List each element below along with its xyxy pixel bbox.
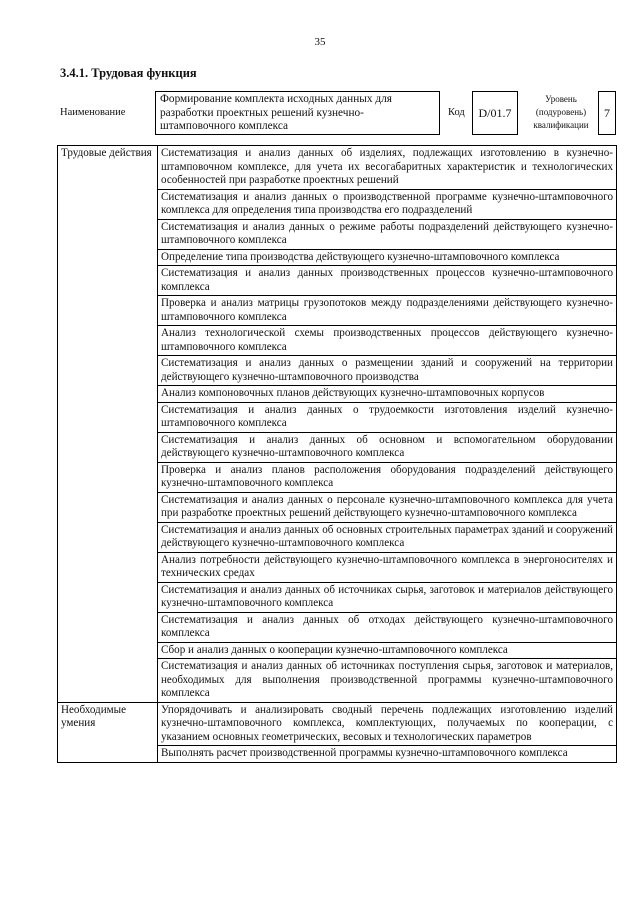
table-cell: Проверка и анализ матрицы грузопотоков между подразделениями действующего кузнечно-штамповочного комплекса [158, 296, 617, 326]
table-cell: Анализ потребности действующего кузнечно-штамповочного комплекса в энергоносителях и технических средах [158, 552, 617, 582]
table-cell: Систематизация и анализ данных о производственной программе кузнечно-штамповочного комплекса для определения типа производства его подразделений [158, 189, 617, 219]
table-cell: Систематизация и анализ данных об основных строительных параметрах зданий и сооружений действующего кузнечно-штамповочного комплекса [158, 522, 617, 552]
table-cell: Систематизация и анализ данных об источниках поступления сырья, заготовок и материалов, необходимых для выполнения производственной программы кузнечно-штамповочного комплекса [158, 659, 617, 703]
table-cell: Сбор и анализ данных о кооперации кузнечно-штамповочного комплекса [158, 642, 617, 659]
name-label: Наименование [60, 107, 126, 118]
requirements-table [57, 145, 617, 763]
table-row [58, 702, 617, 746]
table-cell: Систематизация и анализ данных об изделиях, подлежащих изготовлению в кузнечно-штамповочном комплексе, для учета их весогабаритных характеристик и технологических особенностей при разработке проектных решений [158, 146, 617, 190]
table-cell: Определение типа производства действующего кузнечно-штамповочного комплекса [158, 249, 617, 266]
function-code: D/01.7 [472, 91, 518, 135]
section-title: 3.4.1. Трудовая функция [60, 66, 197, 80]
table-cell: Систематизация и анализ данных об источниках сырья, заготовок и материалов действующего кузнечно-штамповочного комплекса [158, 582, 617, 612]
table-cell: Проверка и анализ планов расположения оборудования подразделений действующего кузнечно-штамповочного комплекса [158, 462, 617, 492]
function-name: Формирование комплекта исходных данных для разработки проектных решений кузнечно-штамповочного комплекса [155, 91, 440, 135]
section-label: Трудовые действия [58, 146, 158, 703]
table-cell: Систематизация и анализ данных о режиме работы подразделений действующего кузнечно-штамповочного комплекса [158, 219, 617, 249]
table-cell: Систематизация и анализ данных о трудоемкости изготовления изделий кузнечно-штамповочного комплекса [158, 402, 617, 432]
table-cell: Систематизация и анализ данных об отходах действующего кузнечно-штамповочного комплекса [158, 612, 617, 642]
table-cell: Систематизация и анализ данных о персонале кузнечно-штамповочного комплекса для учета при разработке проектных решений действующего кузнечно-штамповочного комплекса [158, 492, 617, 522]
table-cell: Систематизация и анализ данных производственных процессов кузнечно-штамповочного комплекса [158, 266, 617, 296]
table-cell: Упорядочивать и анализировать сводный перечень подлежащих изготовлению изделий кузнечно-штамповочного комплекса, комплектующих, получаемых по кооперации, с указанием основных геометрических, весовых и технологических параметров [158, 702, 617, 746]
table-row [58, 146, 617, 190]
code-label: Код [448, 107, 465, 118]
section-label: Необходимые умения [58, 702, 158, 762]
table-cell: Систематизация и анализ данных об основном и вспомогательном оборудовании действующего кузнечно-штамповочного комплекса [158, 432, 617, 462]
qualification-level: 7 [598, 91, 616, 135]
table-cell: Анализ компоновочных планов действующих кузнечно-штамповочных корпусов [158, 386, 617, 403]
table-cell: Систематизация и анализ данных о размещении зданий и сооружений на территории действующего кузнечно-штамповочного производства [158, 356, 617, 386]
table-cell: Выполнять расчет производственной программы кузнечно-штамповочного комплекса [158, 746, 617, 763]
page-number: 35 [314, 36, 326, 48]
table-cell: Анализ технологической схемы производственных процессов действующего кузнечно-штамповочного комплекса [158, 326, 617, 356]
qualification-level-label: Уровень (подуровень) квалификации [533, 94, 589, 130]
